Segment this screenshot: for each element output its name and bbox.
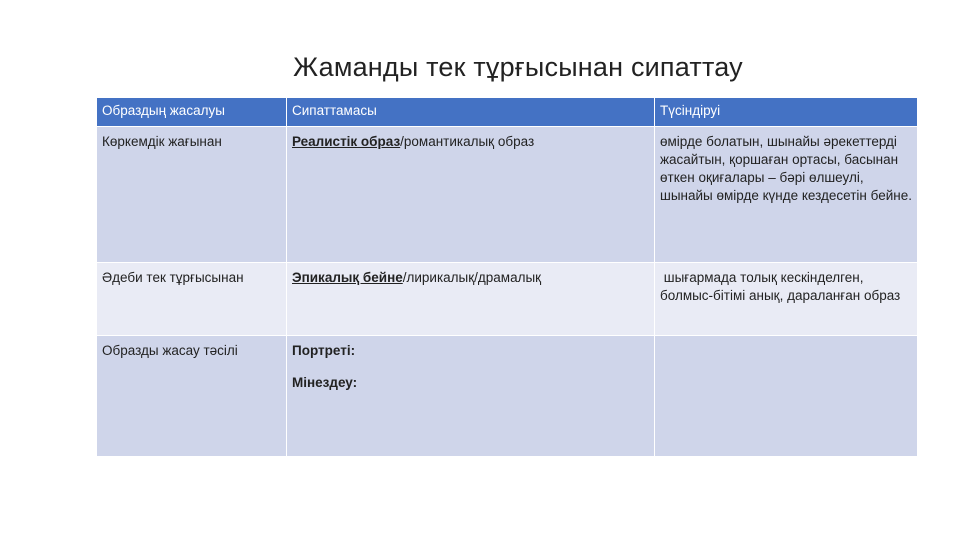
header-explanation: Түсіндіруі (655, 98, 918, 127)
primary-type-label: Реалистік образ (292, 134, 401, 149)
cell-aspect: Көркемдік жағынан (97, 127, 287, 263)
cell-description (287, 263, 655, 336)
alternative-types: /романтикалық образ (400, 134, 535, 149)
table-header-row (97, 98, 918, 127)
table-row (97, 127, 918, 263)
cell-explanation (655, 336, 918, 457)
cell-explanation: өмірде болатын, шынайы әрекеттерді жасайтын, қоршаған ортасы, басынан өткен оқиғалары – бәрі өлшеулі, шынайы өмірде күнде кездесетін бейне. (655, 127, 918, 263)
portrait-label: Портреті: (292, 343, 356, 358)
character-label: Мінездеу: (292, 375, 358, 390)
table-row (97, 336, 918, 457)
cell-description (287, 127, 655, 263)
cell-aspect: Әдеби тек тұрғысынан (97, 263, 287, 336)
slide-title: Жаманды тек тұрғысынан сипаттау (293, 52, 743, 82)
primary-type-label: Эпикалық бейне (292, 270, 403, 285)
header-image-creation: Образдың жасалуы (97, 98, 287, 127)
cell-explanation: шығармада толық кескінделген, болмыс-бітімі анық, дараланған образ (655, 263, 918, 336)
table-row (97, 263, 918, 336)
cell-description (287, 336, 655, 457)
cell-aspect: Образды жасау тәсілі (97, 336, 287, 457)
header-description: Сипаттамасы (287, 98, 655, 127)
alternative-types: /лирикалық/драмалық (402, 270, 542, 285)
description-table (96, 97, 918, 457)
